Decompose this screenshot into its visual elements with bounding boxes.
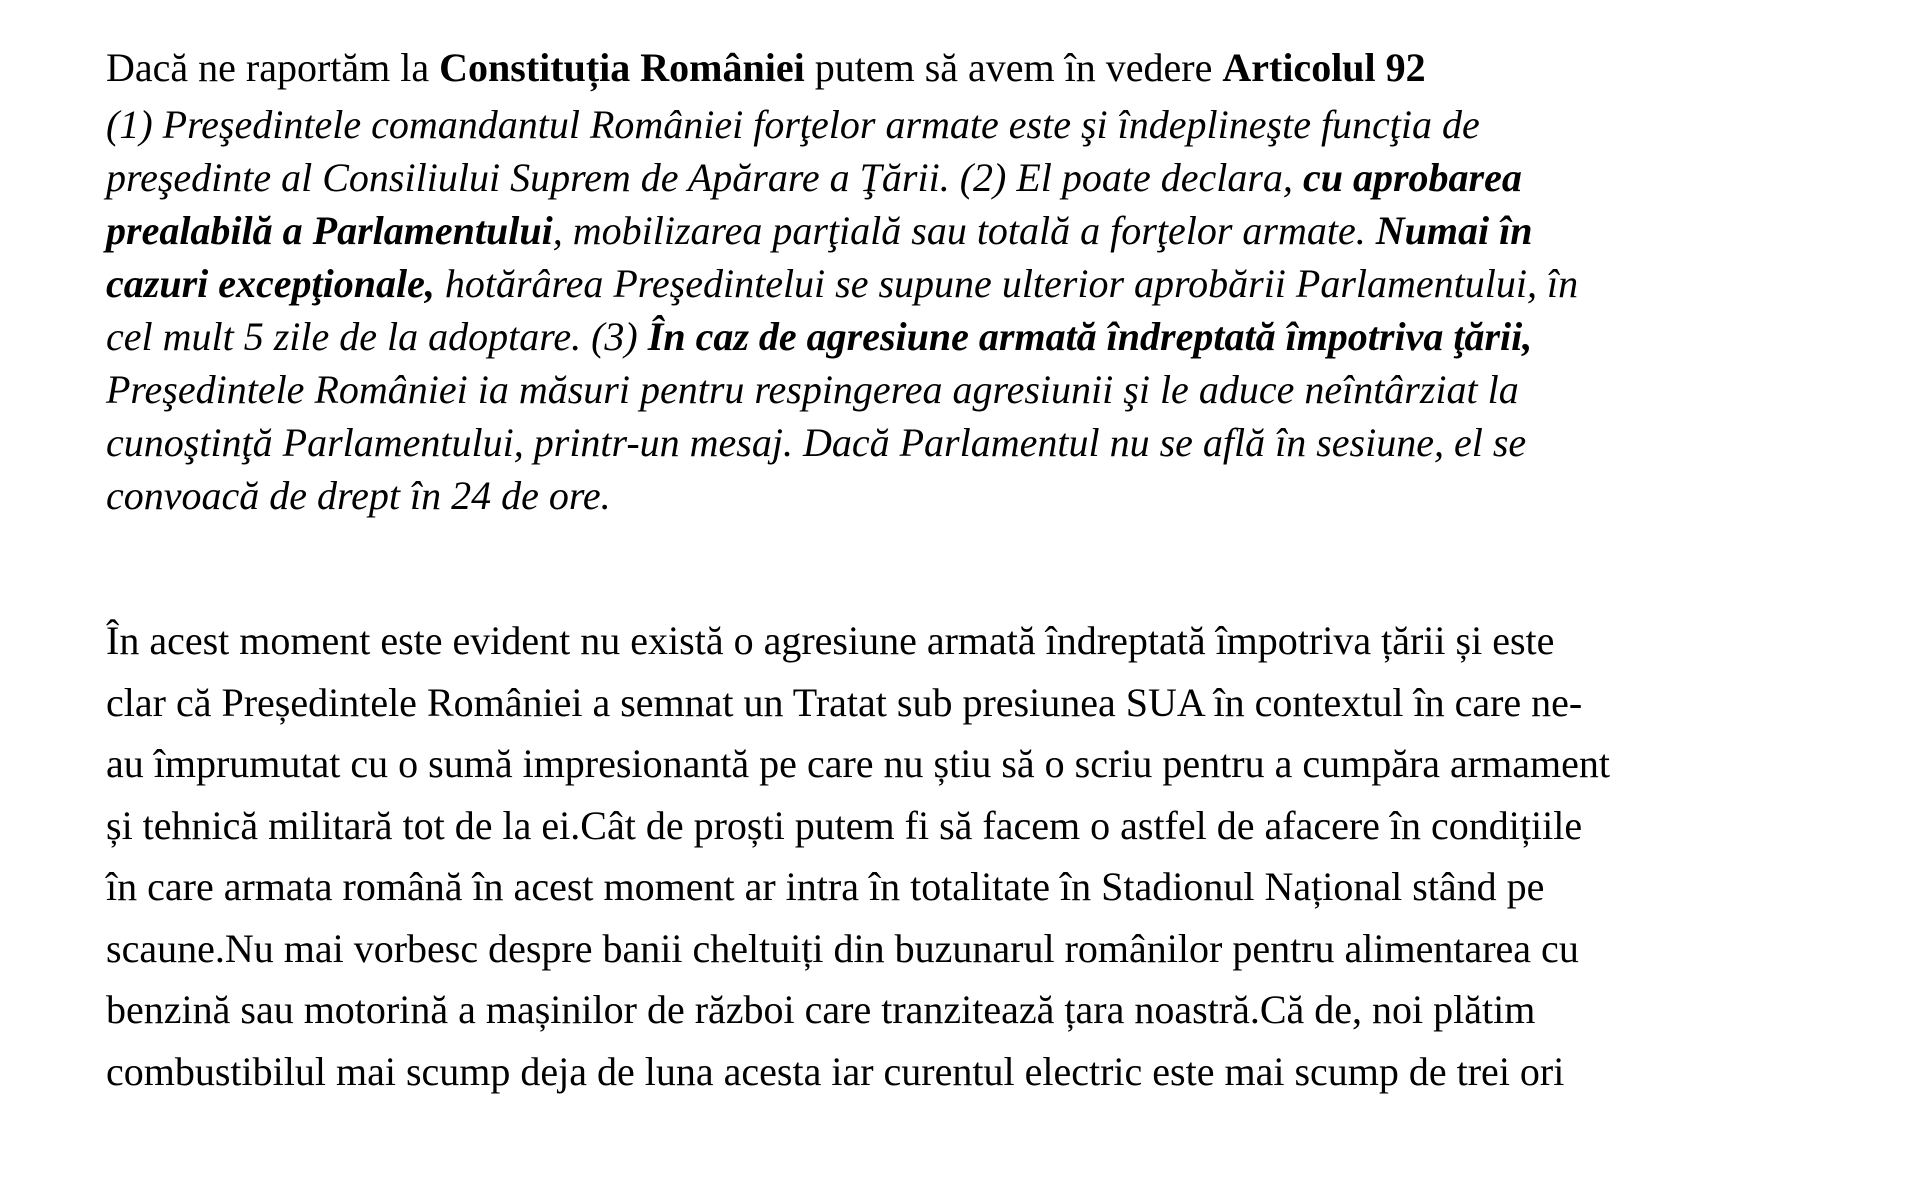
article-line: [106, 151, 1866, 204]
commentary-line: benzină sau motorină a mașinilor de război care tranzitează țara noastră.Că de, noi plătim: [106, 987, 1536, 1032]
article-emphasis: Numai în: [1375, 208, 1533, 253]
article-text: cunoştinţă Parlamentului, printr-un mesaj. Dacă Parlamentul nu se află în sesiune, el se: [106, 420, 1527, 465]
article-line: [106, 204, 1866, 257]
article-line: [106, 469, 1866, 522]
article-title: Articolul 92: [1222, 45, 1426, 90]
article-line: [106, 416, 1866, 469]
article-line: [106, 98, 1866, 151]
article-emphasis: cazuri excepţionale,: [106, 261, 435, 306]
article-text: hotărârea Preşedintelui se supune ulterior aprobării Parlamentului, în: [434, 261, 1579, 306]
intro-text-1: Dacă ne raportăm la: [106, 45, 440, 90]
commentary-line: combustibilul mai scump deja de luna acesta iar curentul electric este mai scump de trei ori: [106, 1048, 1565, 1094]
article-text: cel mult 5 zile de la adoptare. (3): [106, 314, 648, 359]
article-text: preşedinte al Consiliului Suprem de Apărare a Ţării. (2) El poate declara,: [106, 155, 1303, 200]
commentary-line: și tehnică militară tot de la ei.Cât de proști putem fi să facem o astfel de afacere în condițiile: [106, 802, 1583, 848]
article-text: , mobilizarea parţială sau totală a forţelor armate.: [552, 208, 1376, 253]
article-emphasis: În caz de agresiune armată îndreptată împotriva ţării,: [647, 314, 1533, 359]
article-line: [106, 257, 1866, 310]
article-line: [106, 310, 1866, 363]
commentary-line: în care armata română în acest moment ar intra în totalitate în Stadionul Național stând pe: [106, 864, 1545, 909]
article-quote: [106, 98, 1866, 522]
commentary-line: au împrumutat cu o sumă impresionantă pe care nu știu să o scriu pentru a cumpăra armament: [106, 741, 1610, 786]
article-emphasis: cu aprobarea: [1302, 155, 1522, 200]
commentary-paragraph: [106, 610, 1886, 1102]
article-line: [106, 363, 1866, 416]
commentary-line: scaune.Nu mai vorbesc despre banii cheltuiți din buzunarul românilor pentru alimentarea cu: [106, 925, 1579, 971]
constitution-title: Constituția României: [439, 45, 805, 90]
article-emphasis: prealabilă a Parlamentului: [106, 208, 553, 253]
intro-paragraph: [106, 44, 1426, 92]
article-text: Preşedintele României ia măsuri pentru respingerea agresiunii şi le aduce neîntârziat la: [106, 367, 1519, 412]
intro-text-2: putem să avem în vedere: [804, 45, 1223, 90]
article-text: (1) Preşedintele comandantul României forţelor armate este şi îndeplineşte funcţia de: [106, 102, 1480, 147]
commentary-line: clar că Președintele României a semnat un Tratat sub presiunea SUA în contextul în care ne-: [106, 679, 1583, 725]
article-text: convoacă de drept în 24 de ore.: [106, 473, 611, 518]
commentary-line: În acest moment este evident nu există o agresiune armată îndreptată împotriva țării și este: [106, 618, 1555, 663]
